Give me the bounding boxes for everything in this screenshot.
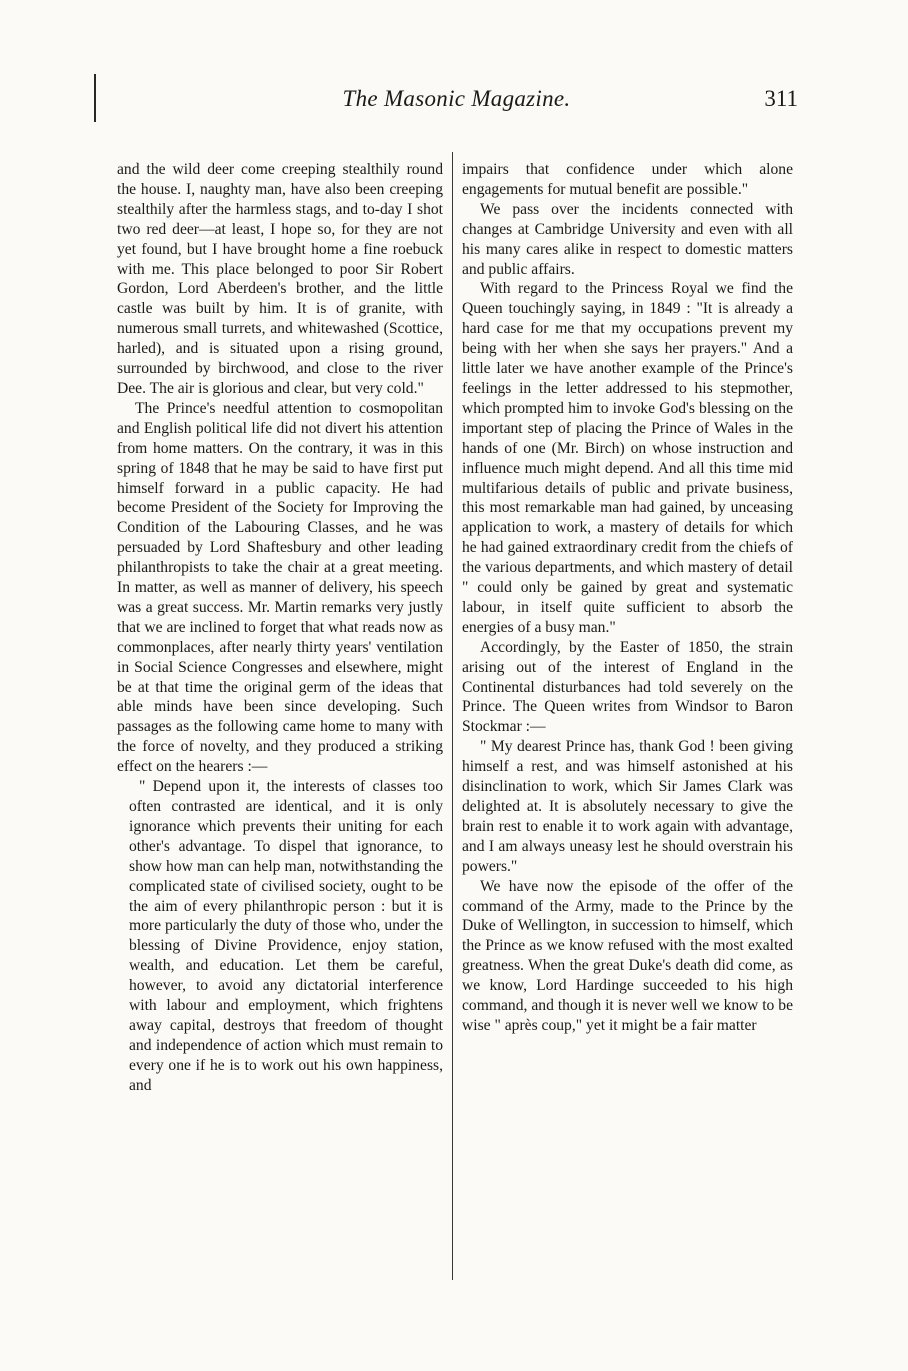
column-divider [452, 152, 453, 1280]
left-column [117, 160, 443, 1096]
running-title: The Masonic Magazine. [342, 86, 571, 111]
quotation: " Depend upon it, the interests of classes too often contrasted are identical, and it is only ignorance which prevents their uniting for each other's advantage. To dispel that ignorance, to show how man can help man, notwithstanding the complicated state of civilised society, ought to be the aim of every philanthropic person : but it is more particularly the duty of those who, under the blessing of Divine Providence, enjoy station, wealth, and education. Let them be careful, however, to avoid any dictatorial interference with labour and employment, which frightens away capital, destroys that freedom of thought and independence of action which must remain to every one if he is to work out his own happiness, and [129, 778, 443, 1094]
page-number: 311 [764, 86, 798, 111]
right-column [462, 160, 793, 1036]
page-header [115, 78, 798, 118]
paragraph: We pass over the incidents connected with changes at Cambridge University and even with all his many cares alike in respect to domestic matters and public affairs. [462, 200, 793, 278]
paragraph: The Prince's needful attention to cosmopolitan and English political life did not divert his attention from home matters. On the contrary, it was in this spring of 1848 that he may be said to have first put himself forward in a public capacity. He had become President of the Society for Improving the Condition of the Labouring Classes, and he was persuaded by Lord Shaftesbury and other leading philanthropists to take the chair at a great meeting. In matter, as well as manner of delivery, his speech was a great success. Mr. Martin remarks very justly that we are inclined to forget that what reads now as commonplaces, after nearly thirty years' ventilation in Social Science Congresses and elsewhere, might be at that time the original germ of the ideas that able minds have been since developing. Such passages as the following came home to many with the force of novelty, and they produced a striking effect on the hearers :— [117, 399, 443, 776]
margin-rule [94, 74, 96, 122]
quotation: " My dearest Prince has, thank God ! been giving himself a rest, and was himself astonished at his disinclination to work, which Sir James Clark was delighted at. It is absolutely necessary to give the brain rest to enable it to work again with advantage, and I am always uneasy lest he should overstrain his powers." [462, 738, 793, 875]
paragraph: Accordingly, by the Easter of 1850, the strain arising out of the interest of England in the Continental disturbances had told severely on the Prince. The Queen writes from Windsor to Baron Stockmar :— [462, 638, 793, 736]
paragraph: With regard to the Princess Royal we find the Queen touchingly saying, in 1849 : "It is already a hard case for me that my occupations prevent my being with her when she says her prayers." And a little later we have another example of the Prince's feelings in the letter addressed to his stepmother, which prompted him to invoke God's blessing on the important step of placing the Prince of Wales in the hands of one (Mr. Birch) on whose instruction and influence much might depend. And all this time mid multifarious details of public and private business, this most remarkable man had gained, by unceasing application to work, a mastery of details for which he had gained extraordinary credit from the chiefs of the various departments, and which mastery of detail " could only be gained by great and systematic labour, in itself quite sufficient to absorb the energies of a busy man." [462, 280, 793, 636]
paragraph: We have now the episode of the offer of the command of the Army, made to the Prince by the Duke of Wellington, in succession to himself, which the Prince as we know refused with the most exalted greatness. When the great Duke's death did come, as we know, Lord Hardinge succeeded to his high command, and though it is never well we know to be wise " après coup," yet it might be a fair matter [462, 877, 793, 1034]
paragraph: impairs that confidence under which alone engagements for mutual benefit are possible." [462, 161, 793, 198]
paragraph: and the wild deer come creeping stealthily round the house. I, naughty man, have also been creeping stealthily after the harmless stags, and to-day I shot two red deer—at least, I hope so, for they are not yet found, but I have brought home a fine roebuck with me. This place belonged to poor Sir Robert Gordon, Lord Aberdeen's brother, and the little castle was built by him. It is of granite, with numerous small turrets, and whitewashed (Scottice, harled), and is situated upon a rising ground, surrounded by birchwood, and close to the river Dee. The air is glorious and clear, but very cold." [117, 161, 443, 397]
